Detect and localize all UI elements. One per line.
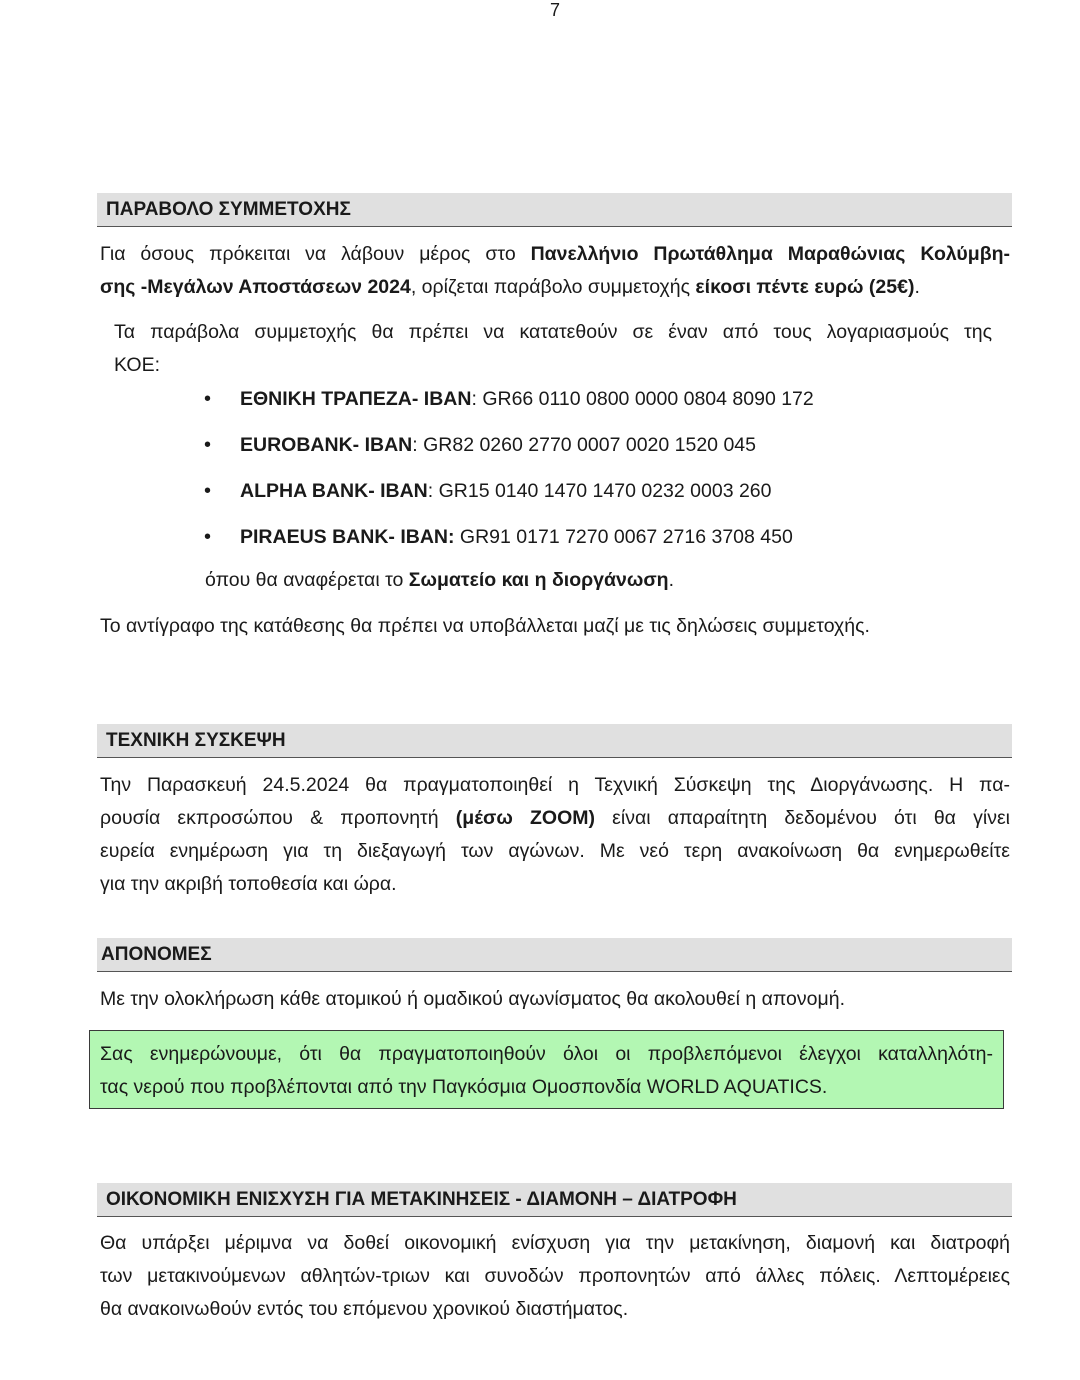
bank-item-eurobank (200, 429, 814, 475)
fee-intro-text: Για όσους πρόκειται να λάβουν μέρος στο (100, 243, 531, 265)
fee-intro-line-2 (100, 271, 1010, 304)
technical-meeting-paragraph (100, 769, 1010, 901)
fee-intro-end: . (914, 276, 920, 298)
section-header-awards: ΑΠΟΝΟΜΕΣ (97, 938, 1012, 972)
bullet-icon: • (204, 388, 212, 410)
accounts-paragraph (114, 316, 992, 382)
zoom-note: (μέσω ZOOM) (455, 807, 595, 829)
technical-text-2: είναι απαραίτητη δεδομένου ότι θα γίνει (594, 807, 1010, 829)
accounts-line-1: Τα παράβολα συμμετοχής θα πρέπει να κατατεθούν σε έναν από τους λογαριασμούς της (114, 321, 992, 343)
section-header-participation-fee: ΠΑΡΑΒΟΛΟ ΣΥΜΜΕΤΟΧΗΣ (97, 193, 1012, 227)
technical-line-1: Την Παρασκευή 24.5.2024 θα πραγματοποιηθεί η Τεχνική Σύσκεψη της Διοργάνωσης. Η πα- (100, 774, 1010, 796)
bank-separator: : (412, 434, 424, 456)
fee-intro-line-1 (100, 238, 1010, 271)
bullet-icon: • (204, 480, 212, 502)
technical-line-2 (100, 802, 1010, 835)
bank-iban: GR15 0140 1470 1470 0232 0003 260 (438, 480, 772, 502)
fee-intro-text-2: , ορίζεται παράβολο συμμετοχής (410, 276, 696, 298)
bank-iban: GR66 0110 0800 0000 0804 8090 172 (482, 388, 814, 410)
bank-account-list (200, 383, 814, 567)
bank-name: PIRAEUS BANK- IBAN: (240, 526, 455, 548)
technical-line-3: ευρεία ενημέρωση για τη διεξαγωγή των αγώνων. Με νεό τερη ανακοίνωση θα ενημερωθείτε (100, 840, 1010, 862)
financial-line-2: των μετακινούμενων αθλητών-τριων και συνοδών προπονητών από άλλες πόλεις. Λεπτομέρειες (100, 1265, 1010, 1287)
championship-name-part-1: Πανελλήνιο Πρωτάθλημα Μαραθώνιας Κολύμβη- (530, 243, 1010, 265)
section-header-technical-meeting: ΤΕΧΝΙΚΗ ΣΥΣΚΕΨΗ (97, 724, 1012, 758)
note-line-2: τας νερού που προβλέπονται από την Παγκόσμια Ομοσπονδία WORLD AQUATICS. (100, 1076, 828, 1098)
bank-item-alpha-bank (200, 475, 814, 521)
bank-name: EUROBANK- IBAN (240, 434, 413, 456)
bullet-icon: • (204, 526, 212, 548)
section-header-financial-support: ΟΙΚΟΝΟΜΙΚΗ ΕΝΙΣΧΥΣΗ ΓΙΑ ΜΕΤΑΚΙΝΗΣΕΙΣ - ΔΙΑΜΟΝΗ – ΔΙΑΤΡΟΦΗ (97, 1183, 1012, 1217)
bank-iban: GR91 0171 7270 0067 2716 3708 450 (459, 526, 793, 548)
bank-item-piraeus-bank (200, 521, 814, 567)
bullet-icon: • (204, 434, 212, 456)
financial-line-3: θα ανακοινωθούν εντός του επόμενου χρονικού διαστήματος. (100, 1298, 629, 1320)
page-number: 7 (549, 0, 560, 20)
water-quality-note-box (89, 1030, 1004, 1109)
reference-note (205, 564, 985, 597)
awards-line: Με την ολοκλήρωση κάθε ατομικού ή ομαδικού αγωνίσματος θα ακολουθεί η απονομή. (100, 988, 845, 1010)
bank-separator: : (471, 388, 483, 410)
bank-iban: GR82 0260 2770 0007 0020 1520 045 (423, 434, 756, 456)
technical-text: ρουσία εκπροσώπου & προπονητή (100, 807, 456, 829)
copy-note (100, 610, 1010, 643)
reference-text: όπου θα αναφέρεται το (205, 569, 409, 591)
bank-name: ALPHA BANK- IBAN (240, 480, 428, 502)
copy-note-line: Το αντίγραφο της κατάθεσης θα πρέπει να υποβάλλεται μαζί με τις δηλώσεις συμμετοχής. (100, 615, 870, 637)
reference-end: . (668, 569, 674, 591)
reference-line (205, 564, 985, 597)
technical-line-4: για την ακριβή τοποθεσία και ώρα. (100, 873, 397, 895)
bank-item-national-bank (200, 383, 814, 429)
note-line-1: Σας ενημερώνουμε, ότι θα πραγματοποιηθούν όλοι οι προβλεπόμενοι έλεγχοι καταλληλότη- (100, 1043, 993, 1065)
bank-name: ΕΘΝΙΚΗ ΤΡΑΠΕΖΑ- IBAN (240, 388, 472, 410)
fee-intro-paragraph (100, 238, 1010, 304)
awards-paragraph (100, 983, 1010, 1016)
fee-amount: είκοσι πέντε ευρώ (25€) (695, 276, 915, 298)
financial-support-paragraph (100, 1227, 1010, 1326)
financial-line-1: Θα υπάρξει μέριμνα να δοθεί οικονομική ενίσχυση για την μετακίνηση, διαμονή και διατροφή (100, 1232, 1010, 1254)
accounts-line-2: ΚΟΕ: (114, 354, 160, 376)
championship-name-part-2: σης -Μεγάλων Αποστάσεων 2024 (100, 276, 411, 298)
reference-bold-text: Σωματείο και η διοργάνωση (408, 569, 669, 591)
bank-separator: : (427, 480, 439, 502)
